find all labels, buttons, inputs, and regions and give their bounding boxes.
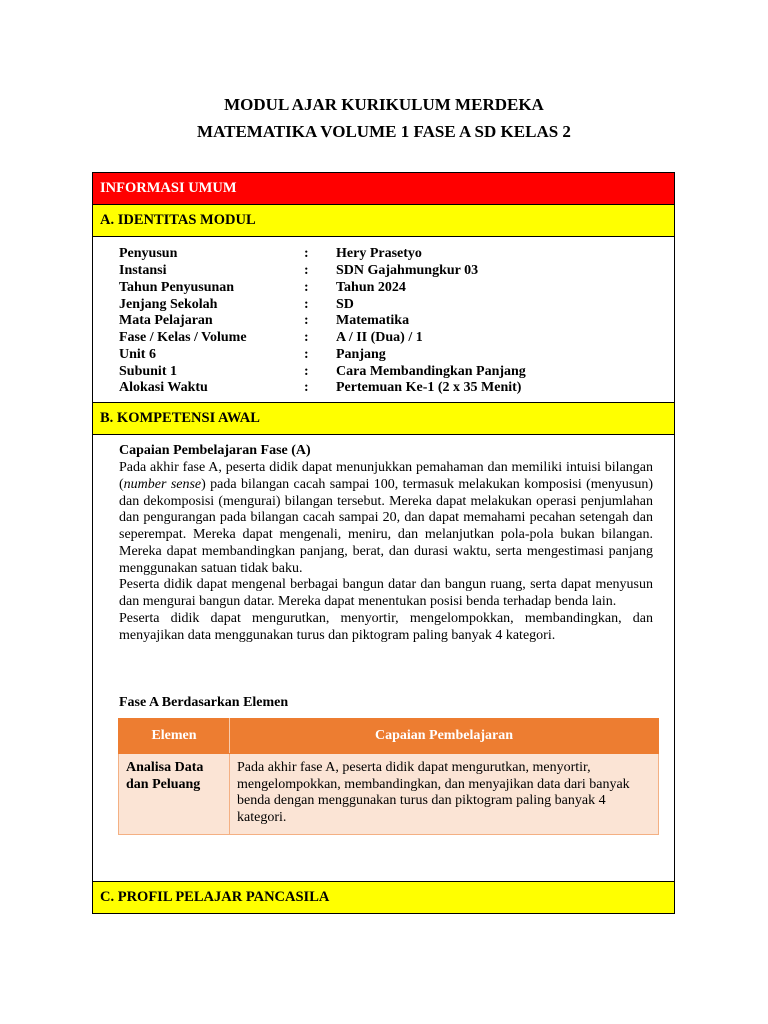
identitas-key: Subunit 1: [119, 364, 177, 379]
section-identitas-modul: A. IDENTITAS MODUL: [92, 204, 675, 237]
document-title-line-2: MATEMATIKA VOLUME 1 FASE A SD KELAS 2: [197, 122, 571, 141]
section-informasi-umum: INFORMASI UMUM: [92, 172, 675, 205]
identitas-key: Alokasi Waktu: [119, 380, 208, 395]
identitas-key: Unit 6: [119, 347, 156, 362]
identitas-value: SD: [336, 297, 354, 312]
identitas-value: SDN Gajahmungkur 03: [336, 263, 479, 278]
capaian-paragraph-1: [119, 460, 653, 577]
section-profil-pelajar-pancasila: C. PROFIL PELAJAR PANCASILA: [92, 881, 675, 914]
identitas-separator: :: [304, 297, 309, 312]
identitas-separator: :: [304, 313, 309, 328]
p1-text-b: ) pada bilangan cacah sampai 100, termasuk melakukan komposisi (menyusun) dan dekomposisi (mengurai) bilangan tersebut. Mereka dapat melakukan operasi penjumlahan dan pengurangan pada bilangan cacah sampai 20, dan dapat memahami pecahan setengah dan seperempat. Mereka dapat mengenali, meniru, dan melanjutkan pola-pola bukan bilangan. Mereka dapat membandingkan panjang, berat, dan durasi waktu, serta mengestimasi panjang menggunakan satuan tidak baku.: [119, 476, 653, 576]
identitas-separator: :: [304, 380, 309, 395]
identitas-value: Panjang: [336, 347, 386, 362]
column-header-capaian: Capaian Pembelajaran: [230, 719, 659, 754]
document-title-line-1: MODUL AJAR KURIKULUM MERDEKA: [224, 95, 544, 114]
p1-italic-term: number sense: [123, 476, 202, 492]
identitas-value: Cara Membandingkan Panjang: [336, 364, 526, 379]
identitas-value: Matematika: [336, 313, 410, 328]
column-header-elemen: Elemen: [119, 719, 230, 754]
table-row: [119, 754, 659, 835]
identitas-key: Mata Pelajaran: [119, 313, 213, 328]
identitas-key: Tahun Penyusunan: [119, 280, 235, 295]
elemen-table: [118, 718, 659, 835]
identitas-key: Penyusun: [119, 246, 178, 261]
identitas-key: Fase / Kelas / Volume: [119, 330, 247, 345]
identitas-value: Tahun 2024: [336, 280, 406, 295]
capaian-heading: Capaian Pembelajaran Fase (A): [119, 443, 311, 458]
capaian-paragraph-3: Peserta didik dapat mengurutkan, menyortir, mengelompokkan, membandingkan, dan menyajikan data menggunakan turus dan piktogram paling banyak 4 kategori.: [119, 610, 653, 643]
table-header-row: [119, 719, 659, 754]
identitas-key: Jenjang Sekolah: [119, 297, 218, 312]
capaian-paragraph-2: Peserta didik dapat mengenal berbagai bangun datar dan bangun ruang, serta dapat menyusun dan mengurai bangun datar. Mereka dapat menentukan posisi benda terhadap benda lain.: [119, 577, 653, 609]
identitas-key: Instansi: [119, 263, 167, 278]
identitas-value: Pertemuan Ke-1 (2 x 35 Menit): [336, 380, 522, 395]
capaian-body: [119, 460, 653, 644]
elemen-cell: Analisa Data dan Peluang: [119, 754, 230, 835]
p1-text-a: Pada akhir fase A, peserta didik dapat menunjukkan pemahaman dan memiliki intuisi bilangan (: [119, 460, 653, 492]
identitas-value: Hery Prasetyo: [336, 246, 422, 261]
capaian-cell: Pada akhir fase A, peserta didik dapat mengurutkan, menyortir, mengelompokkan, membandingkan, dan menyajikan data dari banyak benda dengan menggunakan turus dan piktogram paling banyak 4 kategori.: [230, 754, 659, 835]
identitas-separator: :: [304, 263, 309, 278]
identitas-separator: :: [304, 330, 309, 345]
section-kompetensi-awal: B. KOMPETENSI AWAL: [92, 402, 675, 435]
identitas-separator: :: [304, 347, 309, 362]
identitas-value: A / II (Dua) / 1: [336, 330, 423, 345]
identitas-separator: :: [304, 364, 309, 379]
identitas-separator: :: [304, 246, 309, 261]
identitas-separator: :: [304, 280, 309, 295]
fase-elemen-heading: Fase A Berdasarkan Elemen: [119, 695, 289, 710]
